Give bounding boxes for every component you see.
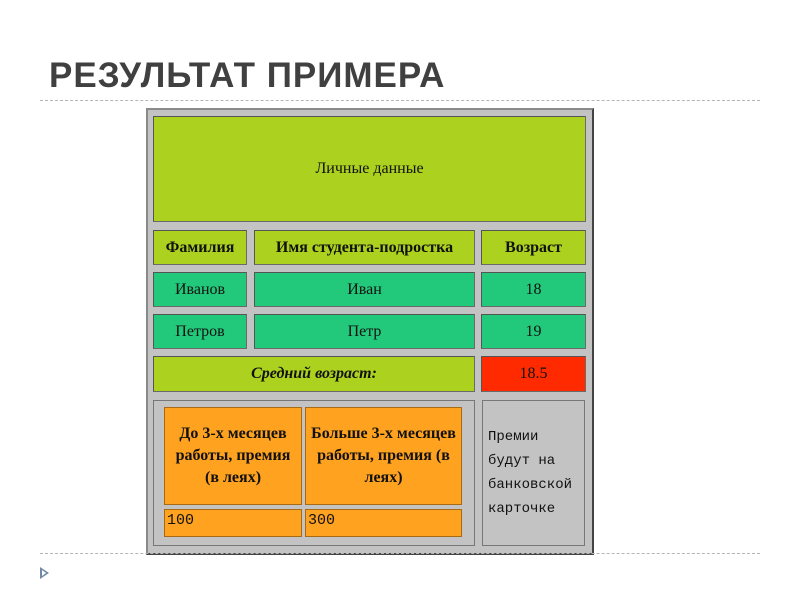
row2-age: 19 — [481, 314, 586, 349]
row2-surname: Петров — [153, 314, 247, 349]
header-name: Имя студента-подростка — [254, 230, 475, 265]
header-age: Возраст — [481, 230, 586, 265]
bullet-arrow-icon — [40, 567, 49, 579]
row1-surname: Иванов — [153, 272, 247, 307]
bottom-divider — [40, 553, 760, 554]
bonus-value-under-3: 100 — [164, 509, 302, 537]
bonus-header-under-3: До 3-х месяцев работы, премия (в леях) — [164, 407, 302, 505]
bonus-header-over-3: Больше 3-х месяцев работы, премия (в леях) — [305, 407, 462, 505]
row1-age: 18 — [481, 272, 586, 307]
top-divider — [40, 100, 760, 101]
average-value: 18.5 — [481, 356, 586, 392]
slide-title: РЕЗУЛЬТАТ ПРИМЕРА — [49, 56, 446, 95]
bonus-value-over-3: 300 — [305, 509, 462, 537]
table-caption: Личные данные — [153, 116, 586, 222]
header-surname: Фамилия — [153, 230, 247, 265]
row1-name: Иван — [254, 272, 475, 307]
average-label: Средний возраст: — [153, 356, 475, 392]
bonus-note: Премии будут на банковской карточке — [482, 400, 585, 546]
row2-name: Петр — [254, 314, 475, 349]
